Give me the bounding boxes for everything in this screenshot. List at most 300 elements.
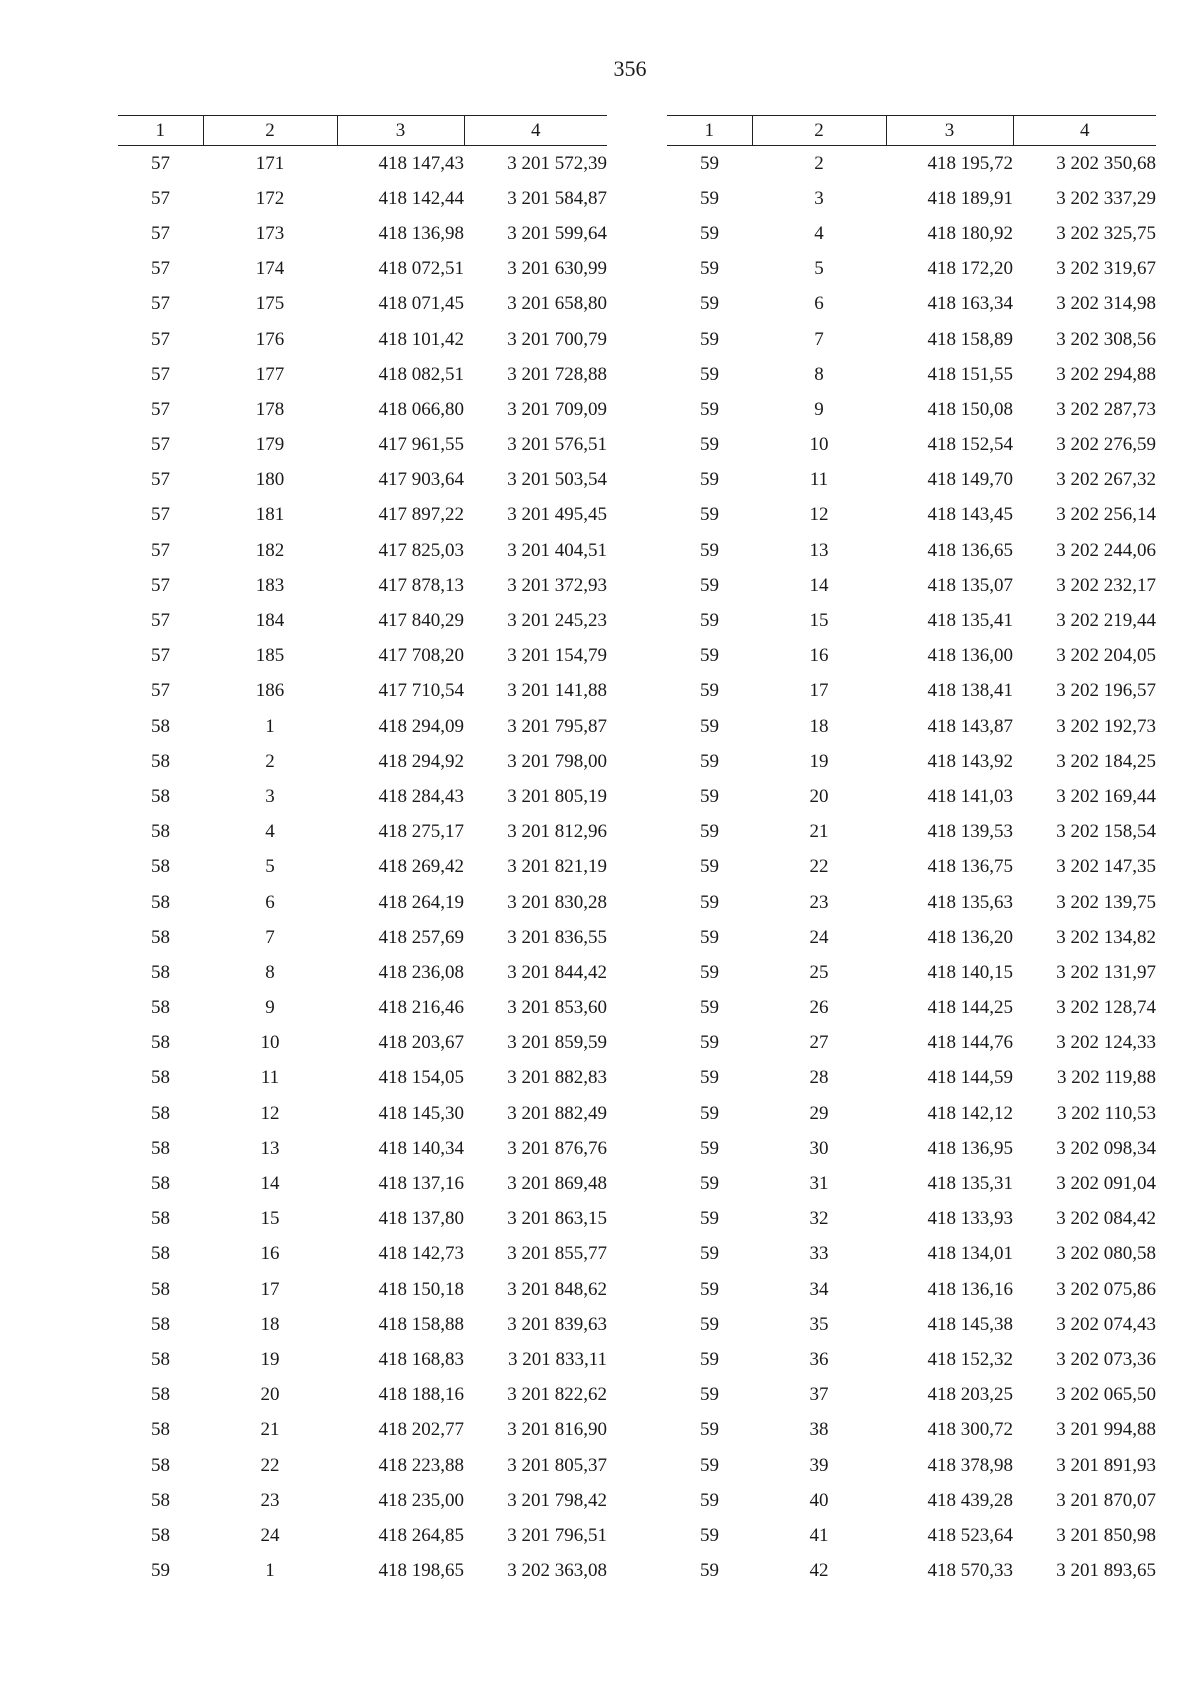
table-cell: 418 152,54: [927, 434, 1013, 456]
table-cell: 418 216,46: [378, 997, 464, 1019]
table-cell: 38: [809, 1419, 829, 1441]
table-cell: 3 202 073,36: [1056, 1348, 1156, 1370]
table-row: [118, 568, 607, 603]
table-row: [667, 1554, 1156, 1589]
table-cell: 57: [151, 434, 170, 456]
table-cell: 3 201 141,88: [507, 680, 607, 702]
table-row: [118, 1272, 607, 1307]
table-cell: 58: [151, 785, 170, 807]
table-cell: 3 202 267,32: [1056, 469, 1156, 491]
table-row: [667, 498, 1156, 533]
table-cell: 3 201 404,51: [507, 539, 607, 561]
table-cell: 418 570,33: [927, 1560, 1013, 1582]
table-cell: 3 201 850,98: [1056, 1524, 1156, 1546]
table-row: [118, 1518, 607, 1553]
table-cell: 57: [151, 645, 170, 667]
table-cell: 59: [700, 258, 719, 280]
table-cell: 58: [151, 1384, 170, 1406]
table-cell: 57: [151, 539, 170, 561]
table-cell: 418 439,28: [927, 1489, 1013, 1511]
table-cell: 26: [809, 997, 829, 1019]
table-cell: 3 201 891,93: [1056, 1454, 1156, 1476]
table-cell: 182: [255, 539, 285, 561]
table-row: [118, 815, 607, 850]
table-cell: 418 143,87: [927, 715, 1013, 737]
table-row: [667, 1272, 1156, 1307]
table-cell: 418 140,34: [378, 1137, 464, 1159]
table-cell: 418 189,91: [927, 187, 1013, 209]
table-cell: 59: [700, 574, 719, 596]
table-cell: 3 201 572,39: [507, 152, 607, 174]
table-cell: 3 202 244,06: [1056, 539, 1156, 561]
table-row: [667, 603, 1156, 638]
table-cell: 418 071,45: [378, 293, 464, 315]
table-cell: 36: [809, 1348, 829, 1370]
coordinates-table-right: [667, 115, 1156, 1589]
table-cell: 41: [809, 1524, 829, 1546]
table-cell: 59: [700, 821, 719, 843]
table-row: [667, 1202, 1156, 1237]
table-cell: 3 201 658,80: [507, 293, 607, 315]
table-row: [118, 1026, 607, 1061]
table-cell: 59: [700, 610, 719, 632]
table-cell: 176: [255, 328, 285, 350]
table-cell: 13: [260, 1137, 280, 1159]
table-cell: 3 202 337,29: [1056, 187, 1156, 209]
table-cell: 59: [700, 1208, 719, 1230]
table-cell: 57: [151, 222, 170, 244]
table-cell: 418 145,30: [378, 1102, 464, 1124]
table-cell: 175: [255, 293, 285, 315]
table-row: [118, 744, 607, 779]
column-header: 2: [203, 116, 337, 146]
table-cell: 59: [700, 1419, 719, 1441]
table-cell: 59: [700, 398, 719, 420]
table-row: [667, 674, 1156, 709]
table-row: [118, 463, 607, 498]
table-cell: 3 202 276,59: [1056, 434, 1156, 456]
table-cell: 171: [255, 152, 285, 174]
column-header: 3: [337, 116, 464, 146]
table-cell: 418 257,69: [378, 926, 464, 948]
table-cell: 418 145,38: [927, 1313, 1013, 1335]
table-row: [667, 1237, 1156, 1272]
table-cell: 3 202 363,08: [507, 1560, 607, 1582]
table-cell: 418 135,07: [927, 574, 1013, 596]
table-cell: 57: [151, 680, 170, 702]
table-cell: 3 201 844,42: [507, 961, 607, 983]
table-cell: 418 137,80: [378, 1208, 464, 1230]
table-row: [118, 991, 607, 1026]
table-cell: 3 201 839,63: [507, 1313, 607, 1335]
table-cell: 1: [265, 715, 275, 737]
table-cell: 59: [700, 1454, 719, 1476]
table-cell: 20: [260, 1384, 280, 1406]
table-row: [118, 885, 607, 920]
table-cell: 3 202 294,88: [1056, 363, 1156, 385]
table-cell: 418 284,43: [378, 785, 464, 807]
table-row: [667, 146, 1156, 182]
table-row: [667, 568, 1156, 603]
table-header-row: [667, 116, 1156, 146]
table-cell: 418 140,15: [927, 961, 1013, 983]
table-cell: 418 150,18: [378, 1278, 464, 1300]
table-row: [118, 181, 607, 216]
table-cell: 3 201 853,60: [507, 997, 607, 1019]
table-cell: 58: [151, 1419, 170, 1441]
table-cell: 3 201 798,00: [507, 750, 607, 772]
table-cell: 58: [151, 1278, 170, 1300]
table-row: [118, 1307, 607, 1342]
table-row: [667, 920, 1156, 955]
table-row: [118, 1061, 607, 1096]
table-cell: 6: [814, 293, 824, 315]
table-cell: 418 378,98: [927, 1454, 1013, 1476]
table-row: [118, 1166, 607, 1201]
table-cell: 7: [265, 926, 275, 948]
table-cell: 7: [814, 328, 824, 350]
table-row: [667, 428, 1156, 463]
table-cell: 418 203,25: [927, 1384, 1013, 1406]
table-cell: 23: [809, 891, 829, 913]
table-cell: 418 136,98: [378, 222, 464, 244]
column-header: 3: [886, 116, 1013, 146]
table-cell: 3 201 709,09: [507, 398, 607, 420]
table-cell: 59: [700, 469, 719, 491]
table-row: [118, 1483, 607, 1518]
table-row: [118, 1096, 607, 1131]
table-cell: 418 144,76: [927, 1032, 1013, 1054]
table-row: [667, 779, 1156, 814]
table-cell: 59: [700, 152, 719, 174]
table-row: [118, 1342, 607, 1377]
table-cell: 9: [814, 398, 824, 420]
table-cell: 59: [700, 539, 719, 561]
table-cell: 12: [809, 504, 829, 526]
table-cell: 57: [151, 293, 170, 315]
table-cell: 3 202 075,86: [1056, 1278, 1156, 1300]
table-cell: 418 134,01: [927, 1243, 1013, 1265]
table-cell: 14: [809, 574, 829, 596]
table-cell: 173: [255, 222, 285, 244]
table-cell: 3 202 256,14: [1056, 504, 1156, 526]
table-row: [667, 322, 1156, 357]
table-cell: 40: [809, 1489, 829, 1511]
table-cell: 418 133,93: [927, 1208, 1013, 1230]
table-cell: 3 202 074,43: [1056, 1313, 1156, 1335]
table-cell: 21: [260, 1419, 280, 1441]
table-cell: 3 201 870,07: [1056, 1489, 1156, 1511]
table-row: [667, 709, 1156, 744]
table-cell: 34: [809, 1278, 829, 1300]
table-cell: 418 523,64: [927, 1524, 1013, 1546]
table-row: [667, 1378, 1156, 1413]
table-cell: 418 198,65: [378, 1560, 464, 1582]
table-cell: 3 201 833,11: [507, 1348, 607, 1370]
table-cell: 12: [260, 1102, 280, 1124]
table-cell: 3 201 700,79: [507, 328, 607, 350]
table-cell: 418 135,63: [927, 891, 1013, 913]
table-row: [118, 533, 607, 568]
table-cell: 59: [700, 504, 719, 526]
table-cell: 418 149,70: [927, 469, 1013, 491]
table-cell: 59: [700, 891, 719, 913]
table-cell: 59: [700, 1489, 719, 1511]
table-row: [118, 322, 607, 357]
table-cell: 3 201 503,54: [507, 469, 607, 491]
table-cell: 58: [151, 891, 170, 913]
table-cell: 59: [700, 926, 719, 948]
table-row: [667, 1413, 1156, 1448]
table-cell: 3 201 576,51: [507, 434, 607, 456]
table-row: [667, 1026, 1156, 1061]
table-cell: 59: [700, 328, 719, 350]
table-cell: 57: [151, 469, 170, 491]
table-cell: 28: [809, 1067, 829, 1089]
table-cell: 59: [700, 187, 719, 209]
table-row: [118, 955, 607, 990]
table-cell: 3 202 119,88: [1056, 1067, 1156, 1089]
table-cell: 418 163,34: [927, 293, 1013, 315]
table-cell: 24: [260, 1524, 280, 1546]
table-cell: 418 136,95: [927, 1137, 1013, 1159]
table-row: [118, 674, 607, 709]
table-cell: 418 275,17: [378, 821, 464, 843]
table-cell: 59: [700, 1173, 719, 1195]
table-row: [667, 1166, 1156, 1201]
table-cell: 58: [151, 1348, 170, 1370]
table-cell: 3 201 805,19: [507, 785, 607, 807]
table-cell: 418 144,59: [927, 1067, 1013, 1089]
table-cell: 58: [151, 926, 170, 948]
table-cell: 57: [151, 398, 170, 420]
table-cell: 418 142,73: [378, 1243, 464, 1265]
table-row: [667, 1061, 1156, 1096]
table-cell: 3 202 196,57: [1056, 680, 1156, 702]
table-row: [118, 920, 607, 955]
table-cell: 59: [700, 222, 719, 244]
table-cell: 10: [260, 1032, 280, 1054]
table-cell: 3 201 848,62: [507, 1278, 607, 1300]
table-cell: 418 135,41: [927, 610, 1013, 632]
table-cell: 185: [255, 645, 285, 667]
table-row: [667, 357, 1156, 392]
table-cell: 11: [809, 469, 829, 491]
table-cell: 58: [151, 1524, 170, 1546]
table-cell: 20: [809, 785, 829, 807]
table-cell: 11: [260, 1067, 280, 1089]
table-row: [118, 1131, 607, 1166]
table-cell: 3 202 287,73: [1056, 398, 1156, 420]
table-row: [667, 392, 1156, 427]
table-cell: 418 195,72: [927, 152, 1013, 174]
table-cell: 4: [265, 821, 275, 843]
table-cell: 3 201 599,64: [507, 222, 607, 244]
table-cell: 59: [700, 1348, 719, 1370]
table-cell: 418 139,53: [927, 821, 1013, 843]
table-cell: 418 236,08: [378, 961, 464, 983]
table-cell: 4: [814, 222, 824, 244]
table-cell: 180: [255, 469, 285, 491]
table-cell: 15: [809, 610, 829, 632]
table-cell: 418 142,12: [927, 1102, 1013, 1124]
table-header-row: [118, 116, 607, 146]
table-cell: 1: [265, 1560, 275, 1582]
table-cell: 418 137,16: [378, 1173, 464, 1195]
table-cell: 418 136,16: [927, 1278, 1013, 1300]
table-cell: 3 201 495,45: [507, 504, 607, 526]
table-cell: 418 101,42: [378, 328, 464, 350]
table-row: [118, 498, 607, 533]
table-cell: 3 201 836,55: [507, 926, 607, 948]
table-cell: 33: [809, 1243, 829, 1265]
table-row: [118, 1413, 607, 1448]
table-cell: 418 136,75: [927, 856, 1013, 878]
table-cell: 418 138,41: [927, 680, 1013, 702]
table-cell: 3 201 805,37: [507, 1454, 607, 1476]
table-cell: 3 202 065,50: [1056, 1384, 1156, 1406]
table-row: [118, 850, 607, 885]
table-cell: 58: [151, 715, 170, 737]
table-cell: 59: [700, 1102, 719, 1124]
table-cell: 3 202 314,98: [1056, 293, 1156, 315]
table-cell: 417 961,55: [378, 434, 464, 456]
table-cell: 18: [260, 1313, 280, 1335]
table-cell: 59: [700, 1032, 719, 1054]
table-cell: 59: [151, 1560, 170, 1582]
table-cell: 417 825,03: [378, 539, 464, 561]
table-row: [667, 287, 1156, 322]
table-cell: 3 201 372,93: [507, 574, 607, 596]
table-cell: 3 202 219,44: [1056, 610, 1156, 632]
table-cell: 58: [151, 1313, 170, 1335]
table-row: [667, 850, 1156, 885]
table-cell: 58: [151, 821, 170, 843]
table-cell: 5: [814, 258, 824, 280]
table-cell: 172: [255, 187, 285, 209]
table-row: [118, 428, 607, 463]
table-cell: 59: [700, 1560, 719, 1582]
table-cell: 418 066,80: [378, 398, 464, 420]
table-cell: 35: [809, 1313, 829, 1335]
table-row: [667, 1307, 1156, 1342]
column-header: 1: [118, 116, 203, 146]
table-cell: 18: [809, 715, 829, 737]
table-cell: 59: [700, 961, 719, 983]
table-cell: 13: [809, 539, 829, 561]
table-cell: 3 202 169,44: [1056, 785, 1156, 807]
table-cell: 186: [255, 680, 285, 702]
table-cell: 3 201 584,87: [507, 187, 607, 209]
table-row: [667, 216, 1156, 251]
table-cell: 3 201 893,65: [1056, 1560, 1156, 1582]
table-row: [118, 287, 607, 322]
table-cell: 3 202 128,74: [1056, 997, 1156, 1019]
table-cell: 418 269,42: [378, 856, 464, 878]
table-cell: 3 202 204,05: [1056, 645, 1156, 667]
table-cell: 3 201 821,19: [507, 856, 607, 878]
table-cell: 3 202 080,58: [1056, 1243, 1156, 1265]
table-cell: 58: [151, 1454, 170, 1476]
table-cell: 57: [151, 152, 170, 174]
table-cell: 30: [809, 1137, 829, 1159]
table-cell: 418 172,20: [927, 258, 1013, 280]
table-cell: 3 201 876,76: [507, 1137, 607, 1159]
table-cell: 59: [700, 750, 719, 772]
table-cell: 181: [255, 504, 285, 526]
table-cell: 21: [809, 821, 829, 843]
table-cell: 29: [809, 1102, 829, 1124]
table-row: [667, 1096, 1156, 1131]
table-cell: 3 202 158,54: [1056, 821, 1156, 843]
table-cell: 42: [809, 1560, 829, 1582]
table-cell: 57: [151, 258, 170, 280]
table-cell: 418 188,16: [378, 1384, 464, 1406]
table-cell: 19: [809, 750, 829, 772]
table-cell: 3 201 630,99: [507, 258, 607, 280]
table-cell: 58: [151, 1032, 170, 1054]
table-cell: 59: [700, 1278, 719, 1300]
table-body-left: [118, 146, 607, 1589]
table-row: [667, 815, 1156, 850]
table-cell: 3 202 319,67: [1056, 258, 1156, 280]
table-row: [667, 744, 1156, 779]
table-cell: 57: [151, 504, 170, 526]
table-cell: 58: [151, 1067, 170, 1089]
table-row: [667, 639, 1156, 674]
table-cell: 57: [151, 610, 170, 632]
table-cell: 57: [151, 574, 170, 596]
table-cell: 2: [265, 750, 275, 772]
table-cell: 418 300,72: [927, 1419, 1013, 1441]
table-cell: 59: [700, 715, 719, 737]
table-cell: 3 201 812,96: [507, 821, 607, 843]
table-cell: 418 158,88: [378, 1313, 464, 1335]
table-cell: 10: [809, 434, 829, 456]
table-cell: 59: [700, 363, 719, 385]
table-cell: 418 150,08: [927, 398, 1013, 420]
table-cell: 418 294,09: [378, 715, 464, 737]
table-row: [667, 1448, 1156, 1483]
table-cell: 59: [700, 434, 719, 456]
table-cell: 418 202,77: [378, 1419, 464, 1441]
table-row: [667, 1131, 1156, 1166]
table-cell: 3 201 816,90: [507, 1419, 607, 1441]
table-row: [118, 1202, 607, 1237]
table-cell: 58: [151, 1489, 170, 1511]
table-cell: 3 202 184,25: [1056, 750, 1156, 772]
table-row: [667, 181, 1156, 216]
table-cell: 58: [151, 1243, 170, 1265]
table-cell: 3 202 147,35: [1056, 856, 1156, 878]
table-cell: 3 201 798,42: [507, 1489, 607, 1511]
table-cell: 39: [809, 1454, 829, 1476]
table-cell: 37: [809, 1384, 829, 1406]
table-cell: 418 154,05: [378, 1067, 464, 1089]
table-row: [667, 991, 1156, 1026]
table-cell: 58: [151, 1137, 170, 1159]
table-cell: 417 708,20: [378, 645, 464, 667]
table-cell: 3 201 855,77: [507, 1243, 607, 1265]
table-cell: 3 201 830,28: [507, 891, 607, 913]
table-cell: 418 151,55: [927, 363, 1013, 385]
table-cell: 57: [151, 363, 170, 385]
table-cell: 3 202 098,34: [1056, 1137, 1156, 1159]
table-cell: 22: [809, 856, 829, 878]
table-cell: 59: [700, 1524, 719, 1546]
table-cell: 418 136,20: [927, 926, 1013, 948]
table-cell: 59: [700, 1067, 719, 1089]
